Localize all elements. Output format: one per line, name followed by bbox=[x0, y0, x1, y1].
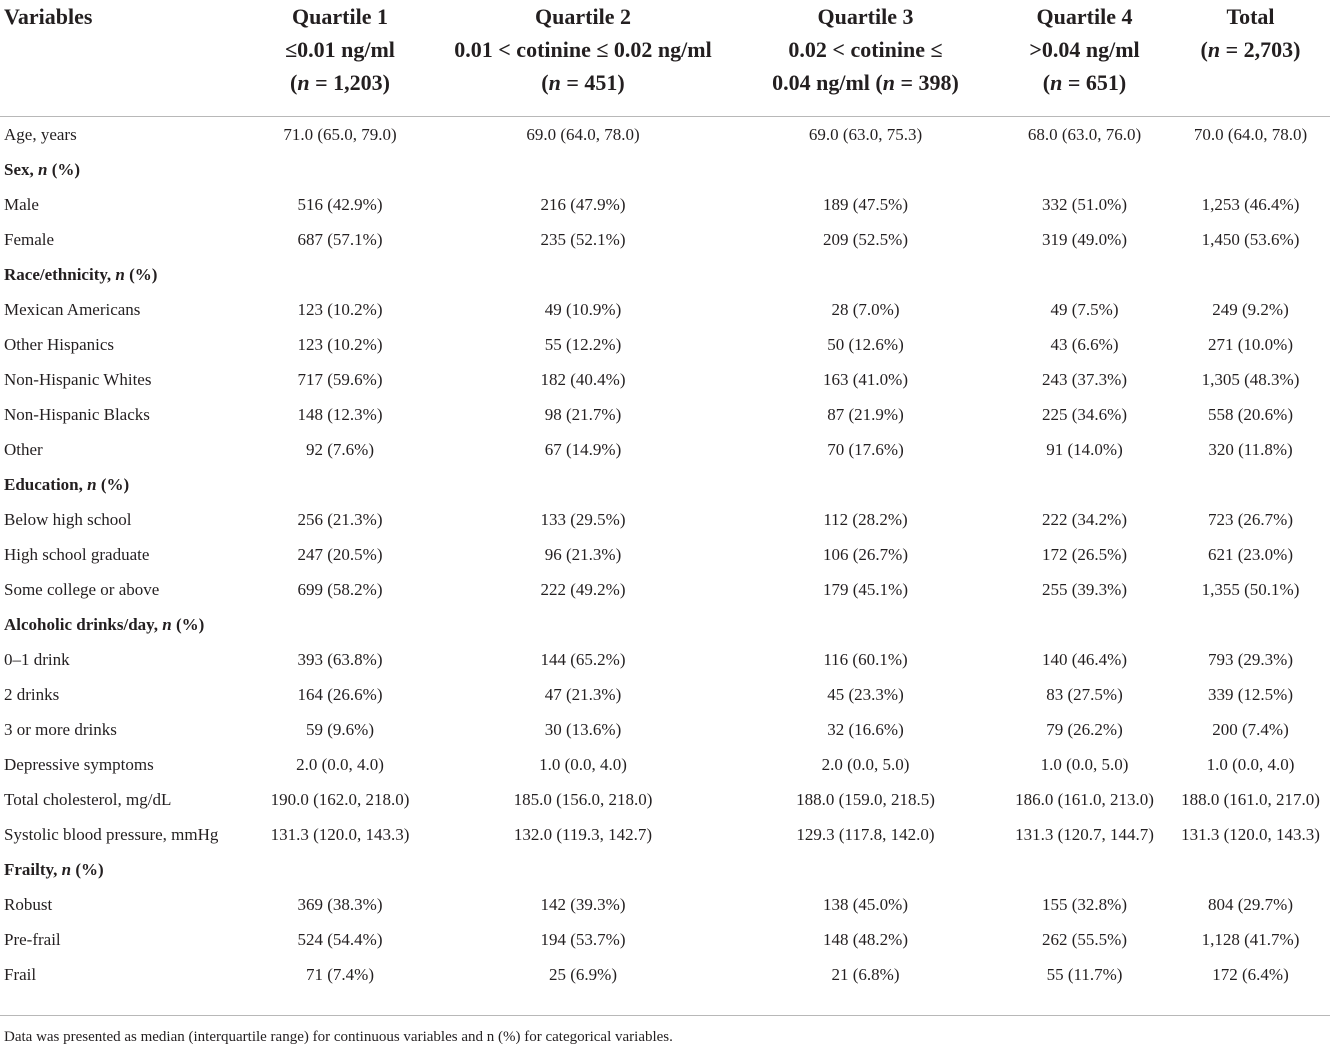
table-body bbox=[0, 117, 1330, 993]
section-header-row bbox=[0, 852, 1330, 887]
table-cell bbox=[1171, 257, 1330, 292]
column-header-line: Quartile 3 bbox=[817, 4, 914, 29]
table-cell: 68.0 (63.0, 76.0) bbox=[1027, 125, 1142, 144]
row-label: Systolic blood pressure, mmHg bbox=[4, 825, 219, 844]
table-row bbox=[0, 887, 1330, 922]
table-cell bbox=[1171, 467, 1330, 502]
table-cell: 164 (26.6%) bbox=[297, 685, 383, 704]
section-header-row bbox=[0, 607, 1330, 642]
table-cell: 262 (55.5%) bbox=[1042, 930, 1127, 949]
table-cell: 793 (29.3%) bbox=[1208, 650, 1293, 669]
section-header-row bbox=[0, 152, 1330, 187]
table-cell bbox=[733, 257, 998, 292]
table-header bbox=[0, 0, 1330, 117]
table-cell: 1.0 (0.0, 4.0) bbox=[539, 755, 627, 774]
column-header-line: 0.04 ng/ml (n = 398) bbox=[772, 70, 959, 95]
row-label: Other Hispanics bbox=[4, 335, 115, 354]
table-cell: 222 (49.2%) bbox=[540, 580, 626, 599]
column-header-line: Total bbox=[1226, 4, 1275, 29]
table-cell: 70.0 (64.0, 78.0) bbox=[1193, 125, 1308, 144]
table-cell: 43 (6.6%) bbox=[1050, 335, 1119, 354]
column-header-line: (n = 451) bbox=[541, 70, 625, 95]
section-label: Sex, n (%) bbox=[4, 160, 81, 179]
table-cell bbox=[247, 257, 433, 292]
table-cell: 129.3 (117.8, 142.0) bbox=[796, 825, 935, 844]
table-cell: 83 (27.5%) bbox=[1046, 685, 1123, 704]
row-label: Female bbox=[4, 230, 55, 249]
table-cell: 235 (52.1%) bbox=[540, 230, 626, 249]
table-cell: 1,253 (46.4%) bbox=[1201, 195, 1300, 214]
table-row bbox=[0, 362, 1330, 397]
table-cell: 28 (7.0%) bbox=[831, 300, 900, 319]
table-cell: 21 (6.8%) bbox=[831, 965, 900, 984]
table-cell: 209 (52.5%) bbox=[823, 230, 908, 249]
table-cell: 1,355 (50.1%) bbox=[1201, 580, 1300, 599]
table-cell bbox=[1171, 152, 1330, 187]
table-cell: 45 (23.3%) bbox=[827, 685, 904, 704]
table-cell: 2.0 (0.0, 5.0) bbox=[821, 755, 910, 774]
row-label: Total cholesterol, mg/dL bbox=[4, 790, 172, 809]
table-cell: 91 (14.0%) bbox=[1046, 440, 1123, 459]
table-cell bbox=[998, 467, 1171, 502]
table-row bbox=[0, 327, 1330, 362]
table-cell: 2.0 (0.0, 4.0) bbox=[296, 755, 384, 774]
table-cell bbox=[733, 152, 998, 187]
table-row bbox=[0, 502, 1330, 537]
row-label: Below high school bbox=[4, 510, 132, 529]
table-cell bbox=[433, 467, 733, 502]
table-cell: 55 (11.7%) bbox=[1046, 965, 1123, 984]
row-label: Robust bbox=[4, 895, 53, 914]
table-cell: 87 (21.9%) bbox=[827, 405, 904, 424]
table-cell: 621 (23.0%) bbox=[1208, 545, 1293, 564]
header-row bbox=[0, 0, 1330, 117]
row-label: Pre-frail bbox=[4, 930, 61, 949]
table-cell: 189 (47.5%) bbox=[823, 195, 908, 214]
table-cell bbox=[1171, 852, 1330, 887]
table-row bbox=[0, 957, 1330, 992]
table-cell: 112 (28.2%) bbox=[823, 510, 908, 529]
table-cell: 116 (60.1%) bbox=[823, 650, 908, 669]
column-header-line: Variables bbox=[4, 4, 93, 29]
table-cell: 516 (42.9%) bbox=[297, 195, 383, 214]
table-cell bbox=[998, 257, 1171, 292]
table-cell: 96 (21.3%) bbox=[544, 545, 622, 564]
table-cell: 172 (26.5%) bbox=[1042, 545, 1127, 564]
row-label: Non-Hispanic Whites bbox=[4, 370, 152, 389]
table-cell: 138 (45.0%) bbox=[823, 895, 908, 914]
column-header bbox=[998, 0, 1171, 117]
table-cell: 50 (12.6%) bbox=[827, 335, 904, 354]
footnote-divider bbox=[0, 1015, 1330, 1016]
table-cell: 243 (37.3%) bbox=[1042, 370, 1127, 389]
table-row bbox=[0, 572, 1330, 607]
table-cell: 55 (12.2%) bbox=[544, 335, 622, 354]
column-header bbox=[1171, 0, 1330, 117]
table-row bbox=[0, 642, 1330, 677]
table-cell: 131.3 (120.0, 143.3) bbox=[270, 825, 410, 844]
table-row bbox=[0, 817, 1330, 852]
table-row bbox=[0, 432, 1330, 467]
table-cell: 182 (40.4%) bbox=[540, 370, 626, 389]
table-row bbox=[0, 292, 1330, 327]
table-row bbox=[0, 117, 1330, 153]
table-cell: 804 (29.7%) bbox=[1208, 895, 1293, 914]
table-cell: 271 (10.0%) bbox=[1208, 335, 1293, 354]
table-cell: 30 (13.6%) bbox=[544, 720, 622, 739]
table-cell bbox=[247, 607, 433, 642]
table-cell: 225 (34.6%) bbox=[1042, 405, 1127, 424]
table-row bbox=[0, 922, 1330, 957]
table-cell: 1,305 (48.3%) bbox=[1201, 370, 1300, 389]
table-cell: 186.0 (161.0, 213.0) bbox=[1015, 790, 1154, 809]
table-row bbox=[0, 222, 1330, 257]
table-cell: 216 (47.9%) bbox=[540, 195, 626, 214]
table-row bbox=[0, 747, 1330, 782]
table-cell: 71.0 (65.0, 79.0) bbox=[283, 125, 397, 144]
column-header-line: Quartile 4 bbox=[1036, 4, 1133, 29]
table-cell: 142 (39.3%) bbox=[540, 895, 626, 914]
table-cell: 32 (16.6%) bbox=[827, 720, 904, 739]
table-row bbox=[0, 537, 1330, 572]
table-cell bbox=[733, 607, 998, 642]
table-cell: 369 (38.3%) bbox=[297, 895, 383, 914]
column-header bbox=[247, 0, 433, 117]
row-label: Frail bbox=[4, 965, 37, 984]
table-cell: 717 (59.6%) bbox=[297, 370, 383, 389]
row-label: 0–1 drink bbox=[4, 650, 70, 669]
table-cell: 172 (6.4%) bbox=[1212, 965, 1289, 984]
table-cell: 249 (9.2%) bbox=[1212, 300, 1289, 319]
table-cell: 319 (49.0%) bbox=[1042, 230, 1127, 249]
row-label: Mexican Americans bbox=[4, 300, 141, 319]
table-cell bbox=[247, 152, 433, 187]
table-cell: 131.3 (120.7, 144.7) bbox=[1015, 825, 1154, 844]
table-cell: 699 (58.2%) bbox=[297, 580, 383, 599]
column-header-line: ≤0.01 ng/ml bbox=[285, 37, 395, 62]
table-cell: 185.0 (156.0, 218.0) bbox=[513, 790, 653, 809]
table-cell: 247 (20.5%) bbox=[297, 545, 383, 564]
row-label: 3 or more drinks bbox=[4, 720, 117, 739]
section-header-row bbox=[0, 467, 1330, 502]
table-cell: 1.0 (0.0, 4.0) bbox=[1206, 755, 1295, 774]
table-cell: 155 (32.8%) bbox=[1042, 895, 1127, 914]
table-cell: 200 (7.4%) bbox=[1212, 720, 1289, 739]
column-header-line: 0.02 < cotinine ≤ bbox=[788, 37, 943, 62]
row-label: Other bbox=[4, 440, 43, 459]
section-label: Education, n (%) bbox=[4, 475, 130, 494]
table-cell: 339 (12.5%) bbox=[1208, 685, 1293, 704]
section-label: Alcoholic drinks/day, n (%) bbox=[4, 615, 205, 634]
column-header bbox=[733, 0, 998, 117]
table-cell: 70 (17.6%) bbox=[827, 440, 904, 459]
table-cell: 148 (48.2%) bbox=[823, 930, 908, 949]
table-cell bbox=[998, 852, 1171, 887]
column-header-line: >0.04 ng/ml bbox=[1029, 37, 1140, 62]
table-cell bbox=[1171, 607, 1330, 642]
table-row bbox=[0, 397, 1330, 432]
table-cell: 49 (10.9%) bbox=[544, 300, 622, 319]
row-label: High school graduate bbox=[4, 545, 150, 564]
row-label: Non-Hispanic Blacks bbox=[4, 405, 150, 424]
table-row bbox=[0, 187, 1330, 222]
table-cell: 222 (34.2%) bbox=[1042, 510, 1127, 529]
column-header-line: Quartile 1 bbox=[292, 4, 388, 29]
table-cell: 188.0 (159.0, 218.5) bbox=[796, 790, 935, 809]
table-cell bbox=[733, 852, 998, 887]
table-cell bbox=[433, 257, 733, 292]
table-cell: 144 (65.2%) bbox=[540, 650, 626, 669]
table-cell: 79 (26.2%) bbox=[1046, 720, 1123, 739]
table-cell: 163 (41.0%) bbox=[823, 370, 908, 389]
table-cell bbox=[433, 607, 733, 642]
table-cell: 194 (53.7%) bbox=[540, 930, 626, 949]
table-cell bbox=[247, 852, 433, 887]
table-cell bbox=[433, 152, 733, 187]
section-header-row bbox=[0, 257, 1330, 292]
table-cell: 1,128 (41.7%) bbox=[1201, 930, 1300, 949]
table-cell: 71 (7.4%) bbox=[306, 965, 374, 984]
column-header-line: (n = 651) bbox=[1042, 70, 1127, 95]
table-cell bbox=[247, 467, 433, 502]
table-cell bbox=[998, 152, 1171, 187]
row-label: Age, years bbox=[4, 125, 77, 144]
column-header-line: Quartile 2 bbox=[535, 4, 631, 29]
table-cell: 49 (7.5%) bbox=[1050, 300, 1119, 319]
table-row bbox=[0, 782, 1330, 817]
column-header-line: (n = 1,203) bbox=[290, 70, 390, 95]
table-cell: 723 (26.7%) bbox=[1208, 510, 1293, 529]
table-cell: 148 (12.3%) bbox=[297, 405, 383, 424]
table-cell: 67 (14.9%) bbox=[544, 440, 622, 459]
column-header bbox=[433, 0, 733, 117]
column-header-line: (n = 2,703) bbox=[1200, 37, 1301, 62]
table-cell: 393 (63.8%) bbox=[297, 650, 383, 669]
table-cell: 1,450 (53.6%) bbox=[1201, 230, 1300, 249]
table-cell: 131.3 (120.0, 143.3) bbox=[1181, 825, 1320, 844]
table-cell: 1.0 (0.0, 5.0) bbox=[1040, 755, 1129, 774]
table-row bbox=[0, 677, 1330, 712]
table-row bbox=[0, 712, 1330, 747]
table-cell: 558 (20.6%) bbox=[1208, 405, 1293, 424]
table-cell: 133 (29.5%) bbox=[540, 510, 626, 529]
table-cell: 106 (26.7%) bbox=[823, 545, 908, 564]
table-cell: 123 (10.2%) bbox=[297, 300, 383, 319]
table-cell: 98 (21.7%) bbox=[544, 405, 622, 424]
table-cell: 69.0 (63.0, 75.3) bbox=[808, 125, 923, 144]
table-cell: 59 (9.6%) bbox=[306, 720, 374, 739]
table-cell: 255 (39.3%) bbox=[1042, 580, 1127, 599]
row-label: Some college or above bbox=[4, 580, 160, 599]
table-cell: 69.0 (64.0, 78.0) bbox=[526, 125, 640, 144]
table-cell: 256 (21.3%) bbox=[297, 510, 383, 529]
table-cell: 123 (10.2%) bbox=[297, 335, 383, 354]
table-cell: 524 (54.4%) bbox=[297, 930, 383, 949]
column-header-line: 0.01 < cotinine ≤ 0.02 ng/ml bbox=[454, 37, 712, 62]
row-label: Male bbox=[4, 195, 39, 214]
table-footnote: Data was presented as median (interquartile range) for continuous variables and n (%) for categorical variables. bbox=[4, 1029, 673, 1045]
section-label: Race/ethnicity, n (%) bbox=[4, 265, 158, 284]
table-cell: 190.0 (162.0, 218.0) bbox=[270, 790, 410, 809]
table-cell: 47 (21.3%) bbox=[544, 685, 622, 704]
table-cell: 332 (51.0%) bbox=[1042, 195, 1127, 214]
table-cell bbox=[733, 467, 998, 502]
table-cell bbox=[998, 607, 1171, 642]
table-cell: 320 (11.8%) bbox=[1208, 440, 1293, 459]
table-cell: 25 (6.9%) bbox=[549, 965, 617, 984]
table-cell: 188.0 (161.0, 217.0) bbox=[1181, 790, 1320, 809]
section-label: Frailty, n (%) bbox=[4, 860, 104, 879]
table-cell: 140 (46.4%) bbox=[1042, 650, 1127, 669]
table-cell: 687 (57.1%) bbox=[297, 230, 383, 249]
table-cell bbox=[433, 852, 733, 887]
row-label: 2 drinks bbox=[4, 685, 60, 704]
column-header bbox=[0, 0, 247, 117]
table-cell: 92 (7.6%) bbox=[306, 440, 374, 459]
row-label: Depressive symptoms bbox=[4, 755, 154, 774]
table-cell: 132.0 (119.3, 142.7) bbox=[513, 825, 653, 844]
table-cell: 179 (45.1%) bbox=[823, 580, 908, 599]
